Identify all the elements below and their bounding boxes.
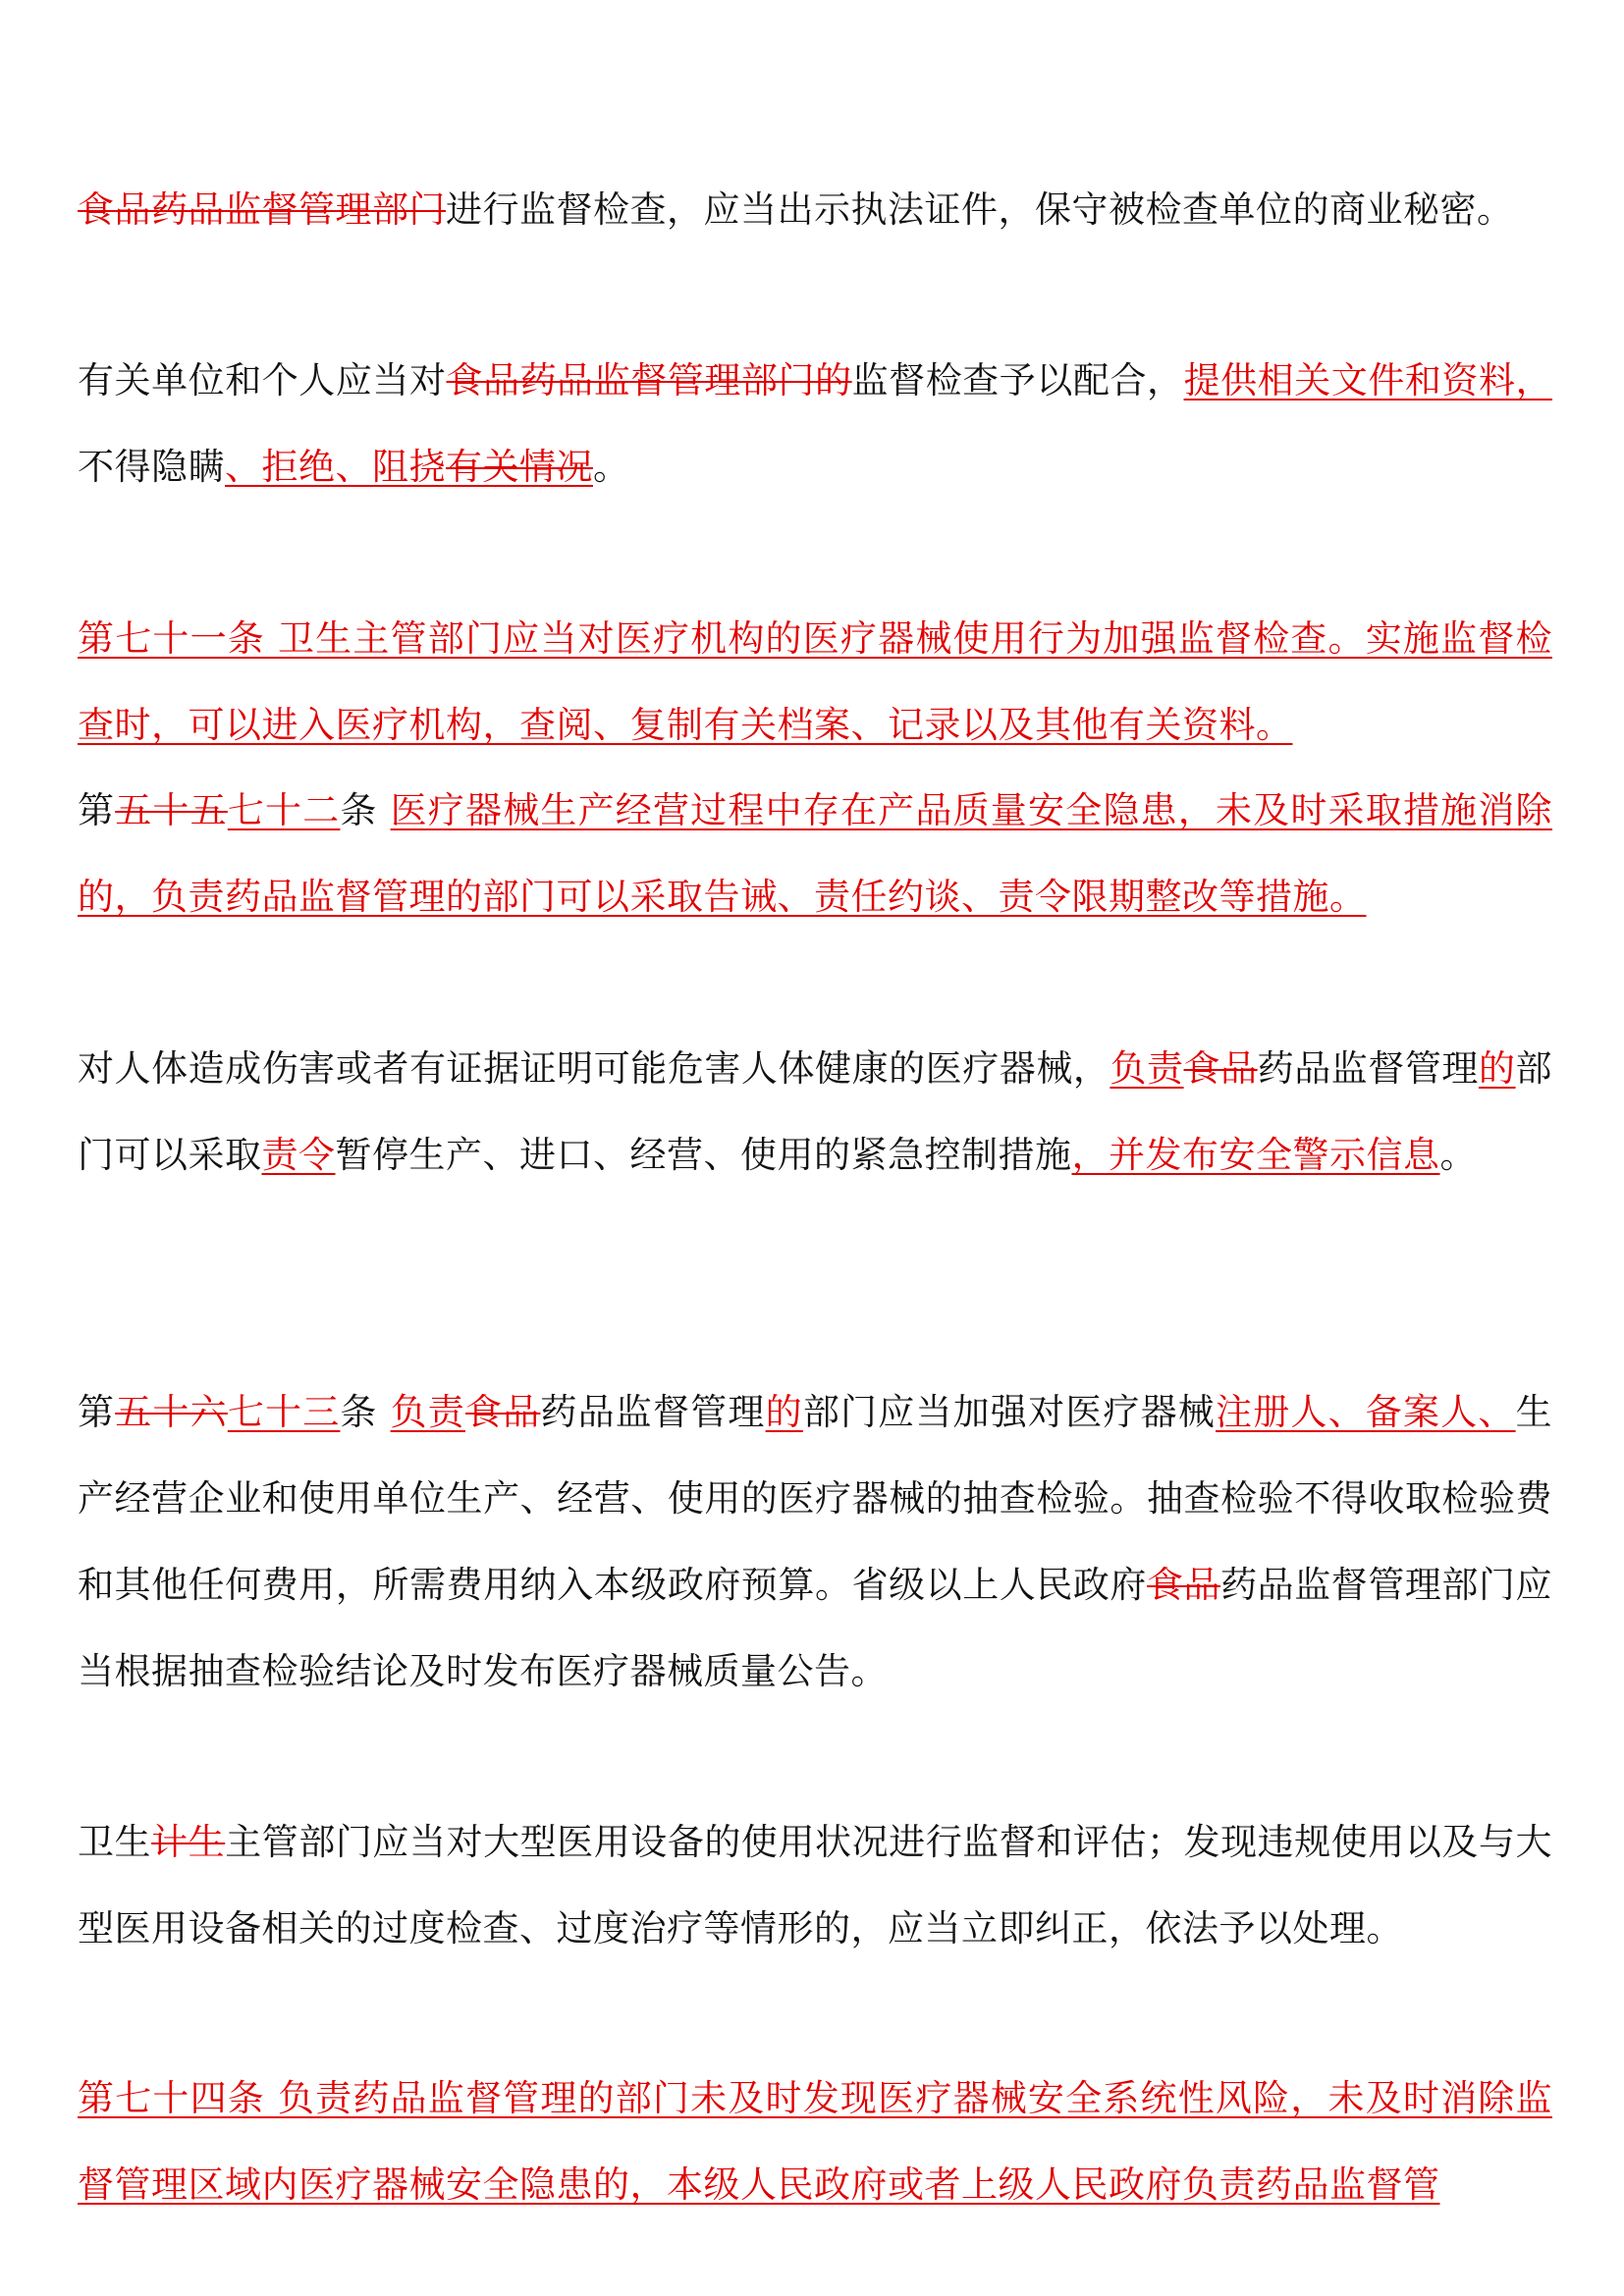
inserted-text: 的 [765, 1391, 803, 1433]
text-run: 进行监督检查，应当出示执法证件，保守被检查单位的商业秘密。 [446, 188, 1514, 231]
inserted-text: ，并发布安全警示信息 [1071, 1134, 1440, 1176]
deleted-text: 食品 [1183, 1047, 1258, 1090]
paragraph-emergency-control [78, 1026, 1552, 1199]
deleted-text: 食品 [465, 1391, 541, 1433]
text-run: 对人体造成伤害或者有证据证明可能危害人体健康的医疗器械， [78, 1047, 1110, 1090]
inserted-text: 提供相关文件和资料， [1183, 359, 1553, 401]
deleted-text: 五十六 [115, 1391, 228, 1433]
text-run: 第 [78, 1391, 116, 1433]
text-run: 第 [78, 789, 116, 831]
text-run: 部门可以采取 [78, 1047, 1553, 1176]
text-run: 。 [593, 446, 630, 488]
deleted-text: 食品药品监督管理部门的 [446, 359, 852, 401]
paragraph-cooperation [78, 338, 1552, 510]
deleted-text: 计生 [151, 1821, 226, 1863]
inserted-text: 的 [1478, 1047, 1516, 1090]
text-run: 药品监督管理部门应当根据抽查检验结论及时发布医疗器械质量公告。 [78, 1564, 1553, 1692]
paragraph-inspection-secrets [78, 167, 1552, 253]
inserted-text: 注册人、备案人、 [1216, 1391, 1516, 1433]
text-run: 卫生 [78, 1821, 152, 1863]
text-run: 。 [1439, 1134, 1477, 1176]
text-run: 暂停生产、进口、经营、使用的紧急控制措施 [335, 1134, 1072, 1176]
paragraph-large-equipment [78, 1799, 1552, 1972]
deleted-text: 食品药品监督管理部门 [78, 188, 446, 231]
inserted-text: 责令 [261, 1134, 336, 1176]
deleted-text: 食品 [1147, 1564, 1221, 1606]
paragraph-article-73 [78, 1369, 1552, 1715]
text-run: 药品监督管理 [540, 1391, 766, 1433]
inserted-text: 第七十四条 负责药品监督管理的部门未及时发现医疗器械安全系统性风险，未及时消除监督管理区域内医疗器械安全隐患的，本级人民政府或者上级人民政府负责药品监督管 [78, 2077, 1552, 2206]
text-run: 生产经营企业和使用单位生产、经营、使用的医疗器械的抽查检验。抽查检验不得收取检验费和其他任何费用，所需费用纳入本级政府预算。省级以上人民政府 [78, 1391, 1553, 1606]
text-run: 条 [340, 1391, 391, 1433]
inserted-text: 七十二 [227, 789, 341, 831]
paragraph-article-72 [78, 768, 1552, 940]
text-run: 主管部门应当对大型医用设备的使用状况进行监督和评估；发现违规使用以及与大型医用设备相关的过度检查、过度治疗等情形的，应当立即纠正，依法予以处理。 [78, 1821, 1553, 1949]
inserted-text: 、拒绝、阻挠 [225, 446, 446, 488]
inserted-text: 负责 [390, 1391, 465, 1433]
text-run: 监督检查予以配合， [851, 359, 1184, 401]
inserted-text: 七十三 [227, 1391, 341, 1433]
paragraph-article-71 [78, 596, 1552, 769]
inserted-text: 医疗器械生产经营过程中存在产品质量安全隐患，未及时采取措施消除的，负责药品监督管理的部门可以采取告诫、责任约谈、责令限期整改等措施。 [78, 789, 1553, 918]
deleted-text: 五十五 [115, 789, 228, 831]
text-run: 条 [340, 789, 391, 831]
paragraph-article-74 [78, 2056, 1552, 2228]
inserted-text: 负责 [1110, 1047, 1184, 1090]
text-run: 有关单位和个人应当对 [78, 359, 447, 401]
text-run: 药品监督管理 [1257, 1047, 1479, 1090]
inserted-deleted-text: 有关情况 [446, 446, 593, 488]
inserted-text: 第七十一条 卫生主管部门应当对医疗机构的医疗器械使用行为加强监督检查。实施监督检查时，可以进入医疗机构，查阅、复制有关档案、记录以及其他有关资料。 [78, 617, 1552, 746]
text-run: 部门应当加强对医疗器械 [802, 1391, 1216, 1433]
text-run: 不得隐瞒 [78, 446, 225, 488]
